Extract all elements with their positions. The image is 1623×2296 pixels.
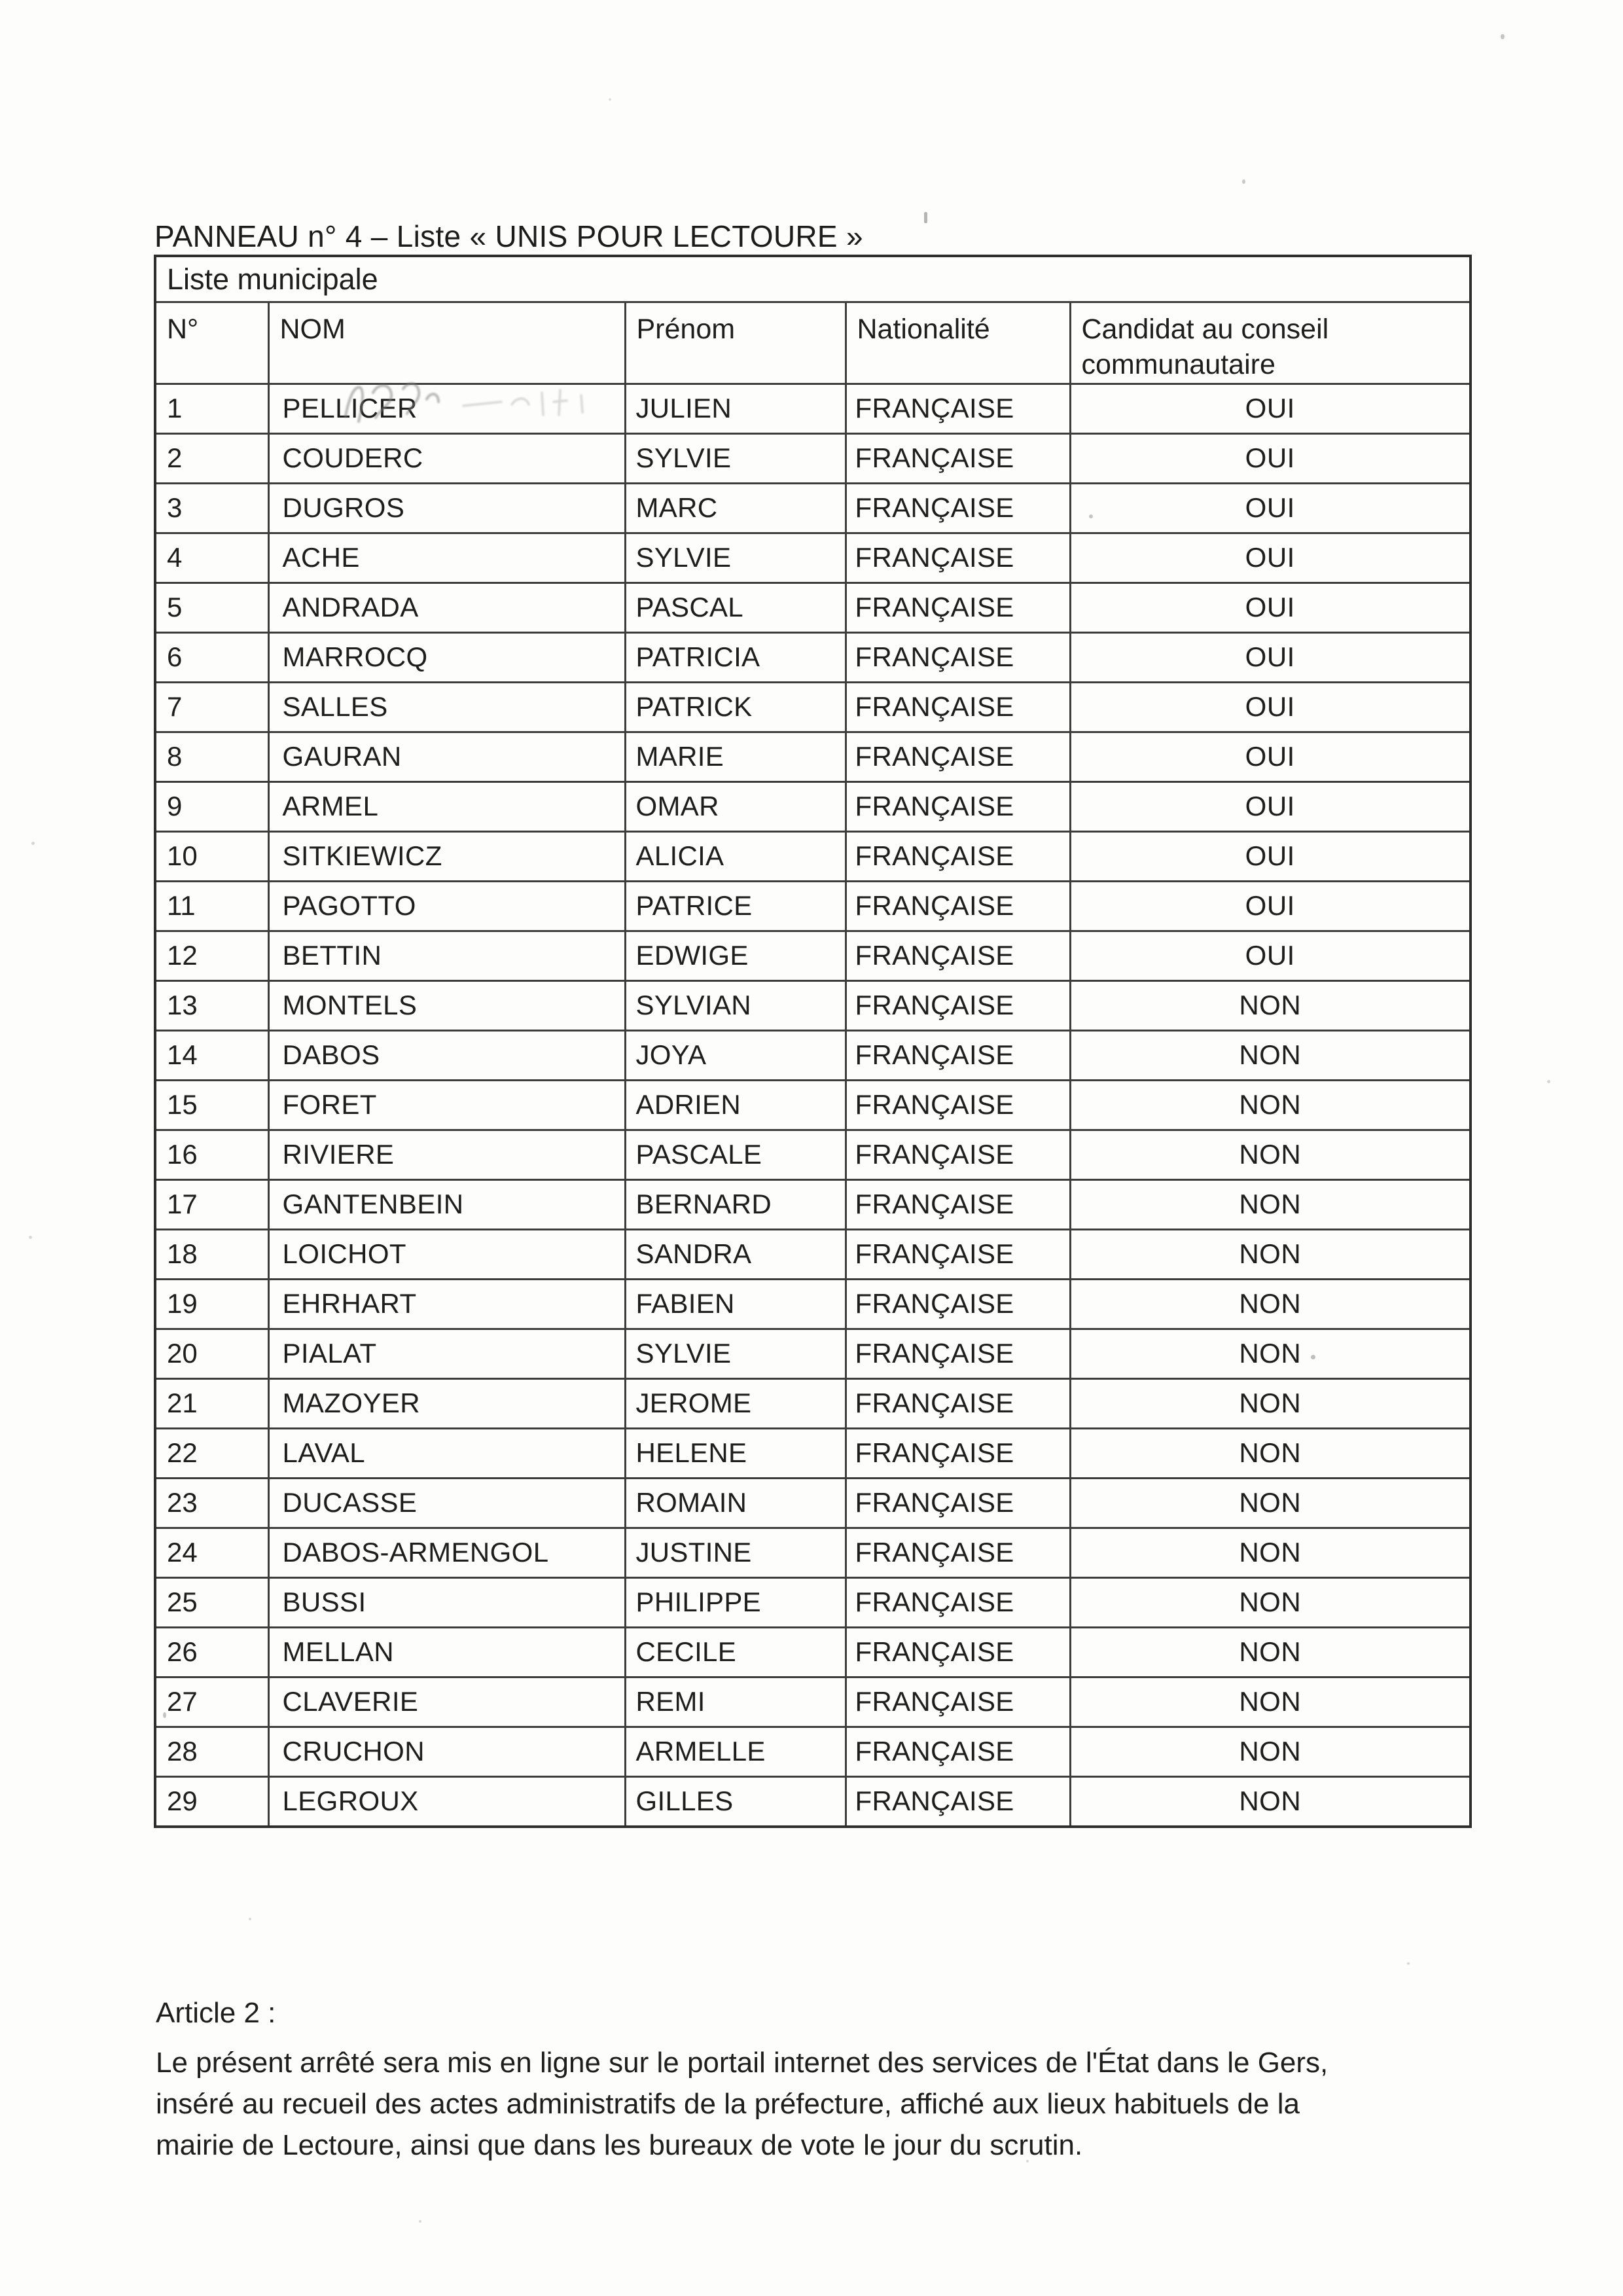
table-row — [155, 1478, 1471, 1528]
cell-nationalite: FRANÇAISE — [846, 980, 1070, 1030]
scan-speckle — [924, 212, 927, 223]
table-row — [155, 781, 1471, 831]
scan-speckle — [29, 1236, 32, 1239]
cell-prenom: PATRICE — [625, 881, 846, 931]
candidates-table — [154, 255, 1472, 1828]
cell-nationalite: FRANÇAISE — [846, 881, 1070, 931]
cell-candidat: NON — [1070, 1776, 1471, 1827]
cell-nom: MONTELS — [268, 980, 625, 1030]
cell-num: 25 — [155, 1577, 268, 1627]
cell-num: 26 — [155, 1627, 268, 1677]
table-row — [155, 1130, 1471, 1179]
table-row — [155, 831, 1471, 881]
cell-num: 22 — [155, 1428, 268, 1478]
cell-num: 29 — [155, 1776, 268, 1827]
cell-candidat: OUI — [1070, 831, 1471, 881]
cell-nationalite: FRANÇAISE — [846, 1727, 1070, 1776]
cell-nom: SALLES — [268, 682, 625, 732]
table-row — [155, 1279, 1471, 1329]
cell-num: 9 — [155, 781, 268, 831]
cell-nationalite: FRANÇAISE — [846, 831, 1070, 881]
table-row — [155, 732, 1471, 781]
cell-candidat: NON — [1070, 1279, 1471, 1329]
cell-candidat: NON — [1070, 1428, 1471, 1478]
cell-prenom: BERNARD — [625, 1179, 846, 1229]
table-row — [155, 1229, 1471, 1279]
scan-speckle — [419, 2220, 421, 2223]
cell-num: 1 — [155, 384, 268, 433]
scan-speckle — [31, 842, 35, 845]
cell-nationalite: FRANÇAISE — [846, 1776, 1070, 1827]
cell-candidat: NON — [1070, 1577, 1471, 1627]
table-row — [155, 1329, 1471, 1378]
table-row — [155, 1727, 1471, 1776]
cell-nationalite: FRANÇAISE — [846, 533, 1070, 583]
cell-nom: PELLICER — [268, 384, 625, 433]
cell-nom: LOICHOT — [268, 1229, 625, 1279]
cell-num: 19 — [155, 1279, 268, 1329]
cell-num: 5 — [155, 583, 268, 632]
cell-nationalite: FRANÇAISE — [846, 931, 1070, 980]
scan-speckle — [1407, 1962, 1410, 1965]
cell-prenom: CECILE — [625, 1627, 846, 1677]
cell-candidat: OUI — [1070, 931, 1471, 980]
cell-candidat: NON — [1070, 1478, 1471, 1528]
table-row — [155, 1577, 1471, 1627]
cell-nationalite: FRANÇAISE — [846, 1179, 1070, 1229]
table-body — [155, 384, 1471, 1827]
cell-nationalite: FRANÇAISE — [846, 732, 1070, 781]
scan-speckle — [249, 1918, 251, 1920]
cell-candidat: NON — [1070, 1677, 1471, 1727]
cell-nom: PAGOTTO — [268, 881, 625, 931]
cell-num: 15 — [155, 1080, 268, 1130]
column-header-nom: NOM — [268, 302, 625, 384]
cell-prenom: JOYA — [625, 1030, 846, 1080]
cell-candidat: NON — [1070, 1627, 1471, 1677]
cell-nom: DUCASSE — [268, 1478, 625, 1528]
cell-nationalite: FRANÇAISE — [846, 1677, 1070, 1727]
cell-candidat: OUI — [1070, 583, 1471, 632]
scan-speckle — [1547, 1080, 1550, 1083]
cell-nationalite: FRANÇAISE — [846, 483, 1070, 533]
cell-prenom: ARMELLE — [625, 1727, 846, 1776]
cell-prenom: OMAR — [625, 781, 846, 831]
cell-nom: PIALAT — [268, 1329, 625, 1378]
column-header-num: N° — [155, 302, 268, 384]
table-row — [155, 1528, 1471, 1577]
cell-candidat: NON — [1070, 1727, 1471, 1776]
article-2-line: mairie de Lectoure, ainsi que dans les bureaux de vote le jour du scrutin. — [156, 2129, 1083, 2161]
table-row — [155, 632, 1471, 682]
cell-candidat: NON — [1070, 980, 1471, 1030]
cell-candidat: OUI — [1070, 433, 1471, 483]
table-row — [155, 433, 1471, 483]
cell-num: 23 — [155, 1478, 268, 1528]
table-row — [155, 1030, 1471, 1080]
cell-nom: COUDERC — [268, 433, 625, 483]
cell-candidat: OUI — [1070, 732, 1471, 781]
table-row — [155, 1378, 1471, 1428]
table-row — [155, 1627, 1471, 1677]
cell-nom: MARROCQ — [268, 632, 625, 682]
cell-num: 14 — [155, 1030, 268, 1080]
table-row — [155, 931, 1471, 980]
table-row — [155, 1080, 1471, 1130]
cell-num: 24 — [155, 1528, 268, 1577]
page-title: PANNEAU n° 4 – Liste « UNIS POUR LECTOURE » — [154, 219, 863, 253]
table-row — [155, 1677, 1471, 1727]
cell-nationalite: FRANÇAISE — [846, 1577, 1070, 1627]
table-caption: Liste municipale — [155, 256, 1471, 302]
cell-num: 12 — [155, 931, 268, 980]
cell-prenom: EDWIGE — [625, 931, 846, 980]
cell-candidat: OUI — [1070, 781, 1471, 831]
cell-prenom: ALICIA — [625, 831, 846, 881]
table-row — [155, 980, 1471, 1030]
table-caption-row — [155, 256, 1471, 302]
cell-nationalite: FRANÇAISE — [846, 1030, 1070, 1080]
cell-nationalite: FRANÇAISE — [846, 781, 1070, 831]
cell-candidat: OUI — [1070, 384, 1471, 433]
cell-num: 8 — [155, 732, 268, 781]
cell-nom: DUGROS — [268, 483, 625, 533]
cell-nom: RIVIERE — [268, 1130, 625, 1179]
cell-nationalite: FRANÇAISE — [846, 384, 1070, 433]
cell-num: 21 — [155, 1378, 268, 1428]
cell-nom: EHRHART — [268, 1279, 625, 1329]
cell-prenom: SYLVIE — [625, 533, 846, 583]
cell-nom: CLAVERIE — [268, 1677, 625, 1727]
cell-nom: LAVAL — [268, 1428, 625, 1478]
cell-nationalite: FRANÇAISE — [846, 433, 1070, 483]
cell-prenom: SYLVIAN — [625, 980, 846, 1030]
cell-prenom: MARIE — [625, 732, 846, 781]
cell-num: 20 — [155, 1329, 268, 1378]
article-2-heading: Article 2 : — [156, 1997, 276, 2029]
cell-prenom: ROMAIN — [625, 1478, 846, 1528]
table-row — [155, 682, 1471, 732]
cell-num: 6 — [155, 632, 268, 682]
table-row — [155, 533, 1471, 583]
cell-prenom: SANDRA — [625, 1229, 846, 1279]
cell-nationalite: FRANÇAISE — [846, 1478, 1070, 1528]
table-row — [155, 1776, 1471, 1827]
cell-num: 4 — [155, 533, 268, 583]
cell-prenom: PHILIPPE — [625, 1577, 846, 1627]
cell-num: 18 — [155, 1229, 268, 1279]
cell-nationalite: FRANÇAISE — [846, 1528, 1070, 1577]
cell-candidat: NON — [1070, 1378, 1471, 1428]
cell-nationalite: FRANÇAISE — [846, 1329, 1070, 1378]
table-row — [155, 881, 1471, 931]
table-header-row — [155, 302, 1471, 384]
cell-nom: BUSSI — [268, 1577, 625, 1627]
cell-candidat: NON — [1070, 1030, 1471, 1080]
cell-prenom: JEROME — [625, 1378, 846, 1428]
cell-nom: ACHE — [268, 533, 625, 583]
table-row — [155, 1428, 1471, 1478]
cell-prenom: JUSTINE — [625, 1528, 846, 1577]
cell-num: 13 — [155, 980, 268, 1030]
table-row — [155, 583, 1471, 632]
cell-num: 2 — [155, 433, 268, 483]
cell-nom: LEGROUX — [268, 1776, 625, 1827]
cell-nationalite: FRANÇAISE — [846, 1279, 1070, 1329]
cell-nom: MAZOYER — [268, 1378, 625, 1428]
cell-candidat: OUI — [1070, 881, 1471, 931]
table-row — [155, 384, 1471, 433]
cell-prenom: PASCAL — [625, 583, 846, 632]
cell-prenom: REMI — [625, 1677, 846, 1727]
cell-candidat: NON — [1070, 1229, 1471, 1279]
cell-candidat: NON — [1070, 1329, 1471, 1378]
cell-num: 27 — [155, 1677, 268, 1727]
cell-nationalite: FRANÇAISE — [846, 1428, 1070, 1478]
cell-candidat: OUI — [1070, 533, 1471, 583]
cell-prenom: PATRICIA — [625, 632, 846, 682]
scan-speckle — [1242, 179, 1245, 184]
cell-candidat: OUI — [1070, 632, 1471, 682]
cell-nom: MELLAN — [268, 1627, 625, 1677]
table-row — [155, 483, 1471, 533]
cell-prenom: FABIEN — [625, 1279, 846, 1329]
cell-prenom: ADRIEN — [625, 1080, 846, 1130]
cell-nom: ARMEL — [268, 781, 625, 831]
cell-num: 16 — [155, 1130, 268, 1179]
cell-prenom: PATRICK — [625, 682, 846, 732]
cell-nationalite: FRANÇAISE — [846, 1130, 1070, 1179]
cell-nom: CRUCHON — [268, 1727, 625, 1776]
cell-prenom: SYLVIE — [625, 433, 846, 483]
cell-num: 7 — [155, 682, 268, 732]
cell-prenom: GILLES — [625, 1776, 846, 1827]
column-header-candidat: Candidat au conseil communautaire — [1070, 302, 1471, 384]
cell-candidat: NON — [1070, 1179, 1471, 1229]
cell-nationalite: FRANÇAISE — [846, 632, 1070, 682]
cell-nom: GAURAN — [268, 732, 625, 781]
cell-prenom: JULIEN — [625, 384, 846, 433]
cell-candidat: OUI — [1070, 682, 1471, 732]
cell-nationalite: FRANÇAISE — [846, 1229, 1070, 1279]
cell-candidat: NON — [1070, 1130, 1471, 1179]
cell-nationalite: FRANÇAISE — [846, 1378, 1070, 1428]
column-header-prenom: Prénom — [625, 302, 846, 384]
table-row — [155, 1179, 1471, 1229]
cell-candidat: NON — [1070, 1080, 1471, 1130]
cell-candidat: OUI — [1070, 483, 1471, 533]
cell-nationalite: FRANÇAISE — [846, 583, 1070, 632]
article-2-section — [156, 1992, 1328, 2166]
cell-prenom: SYLVIE — [625, 1329, 846, 1378]
cell-num: 10 — [155, 831, 268, 881]
cell-num: 17 — [155, 1179, 268, 1229]
cell-num: 3 — [155, 483, 268, 533]
cell-nom: DABOS-ARMENGOL — [268, 1528, 625, 1577]
cell-nom: DABOS — [268, 1030, 625, 1080]
cell-nationalite: FRANÇAISE — [846, 1080, 1070, 1130]
cell-nom: BETTIN — [268, 931, 625, 980]
article-2-line: inséré au recueil des actes administratifs de la préfecture, affiché aux lieux habituels de la — [156, 2088, 1300, 2120]
cell-nationalite: FRANÇAISE — [846, 1627, 1070, 1677]
cell-nom: FORET — [268, 1080, 625, 1130]
scan-speckle — [1501, 34, 1505, 39]
scan-speckle — [609, 98, 611, 101]
cell-prenom: HELENE — [625, 1428, 846, 1478]
cell-num: 28 — [155, 1727, 268, 1776]
column-header-nationalite: Nationalité — [846, 302, 1070, 384]
article-2-line: Le présent arrêté sera mis en ligne sur le portail internet des services de l'État dans le Gers, — [156, 2047, 1329, 2079]
cell-nom: GANTENBEIN — [268, 1179, 625, 1229]
cell-prenom: PASCALE — [625, 1130, 846, 1179]
cell-nationalite: FRANÇAISE — [846, 682, 1070, 732]
cell-nom: ANDRADA — [268, 583, 625, 632]
cell-prenom: MARC — [625, 483, 846, 533]
cell-candidat: NON — [1070, 1528, 1471, 1577]
cell-nom: SITKIEWICZ — [268, 831, 625, 881]
cell-num: 11 — [155, 881, 268, 931]
